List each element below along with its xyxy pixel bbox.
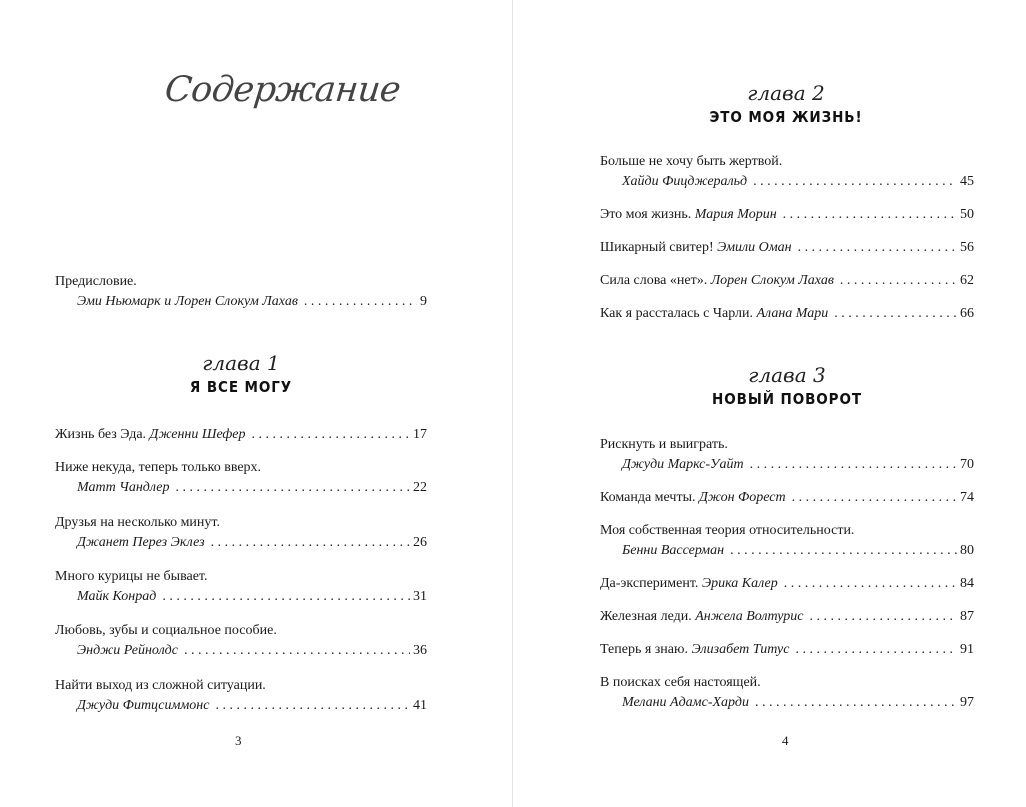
entry-page: 56: [960, 240, 974, 255]
entry-author: Бенни Вассерман: [622, 543, 725, 558]
entry-page: 22: [413, 480, 427, 495]
leader-dots: [755, 693, 957, 713]
toc-entry[interactable]: [600, 435, 974, 475]
chapter-number: глава 2: [747, 81, 825, 105]
entry-author: Джанет Перез Эклез: [77, 535, 205, 550]
entry-title: Жизнь без Эда.: [55, 427, 147, 442]
toc-entry[interactable]: [55, 567, 427, 607]
entry-title: Любовь, зубы и социальное пособие.: [55, 623, 277, 638]
entry-title: Рискнуть и выиграть.: [600, 437, 728, 452]
toc-entry-preface[interactable]: [55, 272, 427, 312]
entry-title: Предисловие.: [55, 274, 137, 289]
leader-dots: [810, 607, 957, 627]
entry-page: 50: [960, 207, 974, 222]
leader-dots: [840, 271, 957, 291]
page-number: 3: [235, 733, 242, 748]
toc-entry[interactable]: [600, 607, 974, 627]
entry-title: Моя собственная теория относительности.: [600, 523, 855, 538]
entry-author: Мелани Адамс-Харди: [622, 695, 749, 710]
leader-dots: [162, 587, 410, 607]
chapter-title: Я ВСЕ МОГУ: [189, 378, 293, 396]
entry-title: Железная леди.: [600, 609, 692, 624]
entry-author: Матт Чандлер: [77, 480, 170, 495]
page-number: 4: [782, 733, 789, 748]
entry-title: Ниже некуда, теперь только вверх.: [55, 460, 262, 475]
entry-title: Команда мечты.: [600, 490, 696, 505]
leader-dots: [304, 292, 417, 312]
entry-author: Майк Конрад: [77, 589, 157, 604]
entry-title: Больше не хочу быть жертвой.: [600, 154, 783, 169]
leader-dots: [795, 640, 957, 660]
chapter-heading-3: [600, 362, 974, 410]
entry-author: Эрика Калер: [701, 576, 778, 591]
entry-page: 9: [420, 294, 427, 309]
entry-author: Дженни Шефер: [149, 427, 246, 442]
chapter-number: глава 1: [202, 351, 280, 375]
right-page: [514, 0, 1026, 807]
entry-page: 66: [960, 306, 974, 321]
entry-author: Лорен Слокум Лахав: [710, 273, 834, 288]
entry-title: Сила слова «нет».: [600, 273, 708, 288]
page-title: Содержание: [162, 70, 403, 110]
toc-entry[interactable]: [600, 304, 974, 324]
leader-dots: [750, 455, 957, 475]
chapter-heading-1: [55, 350, 427, 398]
entry-title: В поисках себя настоящей.: [600, 675, 761, 690]
leader-dots: [252, 425, 410, 445]
entry-author: Энджи Рейнолдс: [77, 643, 178, 658]
entry-author: Эмили Оман: [717, 240, 792, 255]
entry-author: Джуди Маркс-Уайт: [622, 457, 744, 472]
entry-title: Шикарный свитер!: [600, 240, 714, 255]
toc-entry[interactable]: [600, 488, 974, 508]
toc-entry[interactable]: [600, 640, 974, 660]
entry-title: Теперь я знаю.: [600, 642, 688, 657]
entry-page: 74: [960, 490, 974, 505]
entry-title: Друзья на несколько минут.: [55, 515, 220, 530]
entry-page: 91: [960, 642, 974, 657]
leader-dots: [798, 238, 957, 258]
entry-author: Алана Мари: [756, 306, 829, 321]
leader-dots: [184, 641, 410, 661]
toc-entry[interactable]: [55, 513, 427, 553]
entry-page: 31: [413, 589, 427, 604]
leader-dots: [211, 533, 410, 553]
entry-title: Найти выход из сложной ситуации.: [55, 678, 266, 693]
leader-dots: [215, 696, 410, 716]
toc-entry[interactable]: [55, 458, 427, 498]
entry-title: Как я рассталась с Чарли.: [600, 306, 753, 321]
entry-page: 41: [413, 698, 427, 713]
toc-entry[interactable]: [55, 425, 427, 445]
leader-dots: [834, 304, 957, 324]
toc-entry[interactable]: [55, 621, 427, 661]
entry-page: 45: [960, 174, 974, 189]
entry-page: 87: [960, 609, 974, 624]
entry-author: Хайди Фицджеральд: [622, 174, 748, 189]
chapter-title: ЭТО МОЯ ЖИЗНЬ!: [709, 108, 863, 126]
entry-author: Эми Ньюмарк и Лорен Слокум Лахав: [77, 294, 298, 309]
toc-entry[interactable]: [600, 205, 974, 225]
chapter-title: НОВЫЙ ПОВОРОТ: [712, 390, 862, 408]
toc-entry[interactable]: [600, 271, 974, 291]
leader-dots: [784, 574, 957, 594]
chapter-number: глава 3: [748, 363, 826, 387]
leader-dots: [176, 478, 410, 498]
toc-entry[interactable]: [55, 676, 427, 716]
leader-dots: [753, 172, 957, 192]
entry-author: Элизабет Титус: [691, 642, 790, 657]
entry-page: 26: [413, 535, 427, 550]
entry-author: Мария Морин: [694, 207, 777, 222]
leader-dots: [792, 488, 957, 508]
entry-title: Это моя жизнь.: [600, 207, 692, 222]
toc-entry[interactable]: [600, 521, 974, 561]
toc-entry[interactable]: [600, 238, 974, 258]
entry-title: Много курицы не бывает.: [55, 569, 208, 584]
toc-entry[interactable]: [600, 574, 974, 594]
toc-entry[interactable]: [600, 152, 974, 192]
leader-dots: [730, 541, 957, 561]
entry-page: 70: [960, 457, 974, 472]
entry-page: 97: [960, 695, 974, 710]
toc-entry[interactable]: [600, 673, 974, 713]
gutter-divider: [512, 0, 513, 807]
chapter-heading-2: [600, 80, 972, 128]
entry-title: Да-эксперимент.: [600, 576, 699, 591]
entry-page: 17: [413, 427, 427, 442]
entry-author: Джон Форест: [698, 490, 786, 505]
entry-page: 84: [960, 576, 974, 591]
entry-author: Анжела Волтурис: [695, 609, 804, 624]
leader-dots: [783, 205, 957, 225]
entry-page: 80: [960, 543, 974, 558]
entry-page: 36: [413, 643, 427, 658]
entry-author: Джуди Фитцсиммонс: [77, 698, 210, 713]
entry-page: 62: [960, 273, 974, 288]
